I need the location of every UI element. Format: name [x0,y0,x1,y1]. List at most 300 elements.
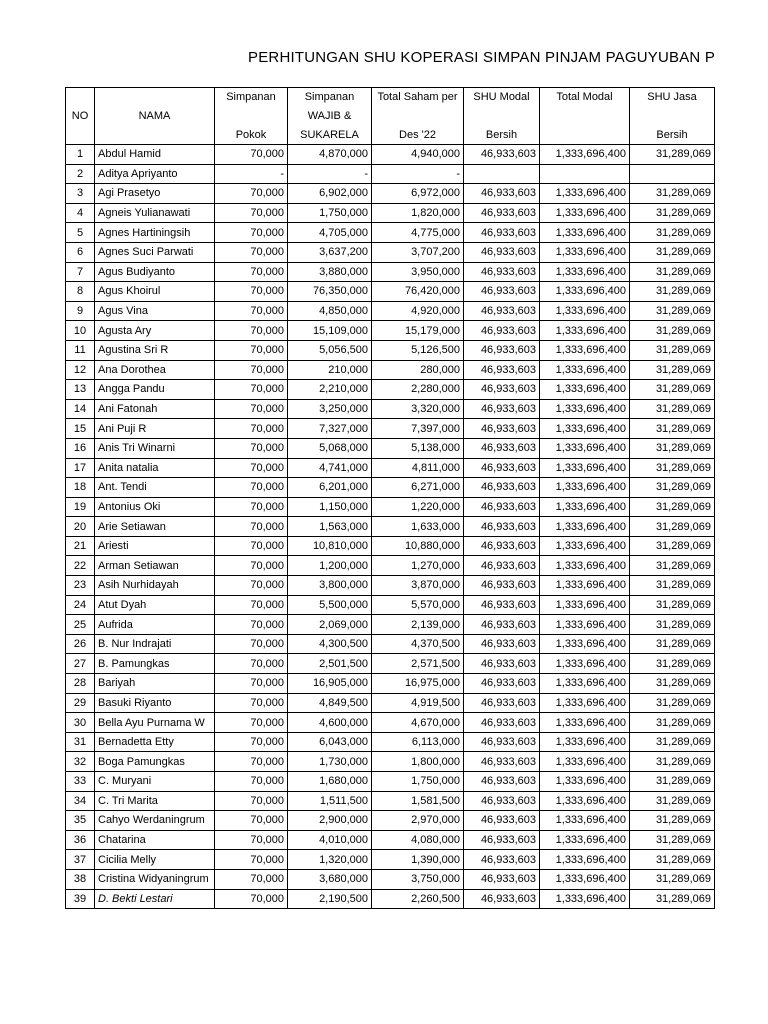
cell-simpanan-pokok: 70,000 [215,478,288,498]
cell-simpanan-pokok: 70,000 [215,282,288,302]
cell-shu-jasa: 31,289,069 [630,380,715,400]
cell-simpanan-wajib: 1,320,000 [288,850,372,870]
cell-no: 22 [66,556,95,576]
cell-simpanan-wajib: 210,000 [288,360,372,380]
cell-simpanan-pokok: 70,000 [215,242,288,262]
cell-total-saham: 2,139,000 [372,615,464,635]
cell-no: 14 [66,399,95,419]
header-cell: SHU Modal [464,88,540,107]
cell-total-modal: 1,333,696,400 [540,145,630,165]
cell-simpanan-wajib: 3,637,200 [288,242,372,262]
cell-no: 5 [66,223,95,243]
cell-simpanan-pokok: 70,000 [215,419,288,439]
cell-nama: C. Muryani [95,772,215,792]
cell-total-saham: 15,179,000 [372,321,464,341]
cell-simpanan-pokok: 70,000 [215,536,288,556]
cell-shu-modal: 46,933,603 [464,301,540,321]
cell-total-saham: 3,870,000 [372,576,464,596]
cell-simpanan-wajib: 5,068,000 [288,438,372,458]
header-cell: SHU Jasa [630,88,715,107]
table-row [66,634,715,654]
header-cell [630,107,715,126]
cell-nama: Agus Khoirul [95,282,215,302]
cell-nama: Bernadetta Etty [95,732,215,752]
cell-simpanan-pokok: 70,000 [215,674,288,694]
cell-nama: Anis Tri Winarni [95,438,215,458]
cell-total-modal: 1,333,696,400 [540,615,630,635]
cell-simpanan-wajib: 6,902,000 [288,184,372,204]
table-row [66,713,715,733]
cell-nama: B. Pamungkas [95,654,215,674]
cell-shu-jasa: 31,289,069 [630,458,715,478]
table-row [66,223,715,243]
cell-simpanan-wajib: 76,350,000 [288,282,372,302]
cell-simpanan-wajib: 5,500,000 [288,595,372,615]
cell-simpanan-pokok: 70,000 [215,458,288,478]
cell-shu-jasa: 31,289,069 [630,889,715,909]
cell-shu-modal: 46,933,603 [464,517,540,537]
cell-total-modal: 1,333,696,400 [540,634,630,654]
cell-nama: Ant. Tendi [95,478,215,498]
cell-shu-modal: 46,933,603 [464,321,540,341]
cell-total-saham: 5,126,500 [372,340,464,360]
cell-simpanan-pokok: 70,000 [215,438,288,458]
cell-simpanan-pokok: 70,000 [215,830,288,850]
cell-shu-jasa: 31,289,069 [630,811,715,831]
cell-total-modal: 1,333,696,400 [540,399,630,419]
cell-shu-modal: 46,933,603 [464,399,540,419]
cell-total-modal: 1,333,696,400 [540,556,630,576]
cell-total-saham: 2,571,500 [372,654,464,674]
cell-shu-jasa: 31,289,069 [630,791,715,811]
cell-shu-jasa: 31,289,069 [630,399,715,419]
cell-shu-jasa: 31,289,069 [630,419,715,439]
cell-nama: Bariyah [95,674,215,694]
cell-simpanan-wajib: 2,069,000 [288,615,372,635]
cell-no: 38 [66,869,95,889]
cell-nama: Ana Dorothea [95,360,215,380]
cell-nama: Aditya Apriyanto [95,164,215,184]
cell-simpanan-pokok: 70,000 [215,752,288,772]
cell-shu-jasa: 31,289,069 [630,321,715,341]
header-cell [372,107,464,126]
cell-total-modal: 1,333,696,400 [540,203,630,223]
cell-no: 26 [66,634,95,654]
header-cell: Pokok [215,126,288,145]
cell-shu-jasa: 31,289,069 [630,517,715,537]
cell-shu-modal: 46,933,603 [464,145,540,165]
cell-total-saham: 1,820,000 [372,203,464,223]
cell-shu-modal: 46,933,603 [464,262,540,282]
table-row [66,360,715,380]
cell-simpanan-wajib: 16,905,000 [288,674,372,694]
cell-nama: Cristina Widyaningrum [95,869,215,889]
cell-shu-modal: 46,933,603 [464,772,540,792]
cell-shu-jasa: 31,289,069 [630,478,715,498]
cell-shu-modal: 46,933,603 [464,595,540,615]
cell-simpanan-pokok: 70,000 [215,693,288,713]
cell-total-modal: 1,333,696,400 [540,830,630,850]
cell-simpanan-pokok: - [215,164,288,184]
cell-simpanan-pokok: 70,000 [215,595,288,615]
cell-total-saham: 4,080,000 [372,830,464,850]
cell-simpanan-wajib: 2,501,500 [288,654,372,674]
cell-shu-modal: 46,933,603 [464,458,540,478]
cell-simpanan-pokok: 70,000 [215,497,288,517]
cell-nama: Agusta Ary [95,321,215,341]
cell-total-saham: 280,000 [372,360,464,380]
cell-no: 7 [66,262,95,282]
cell-simpanan-pokok: 70,000 [215,321,288,341]
table-row [66,693,715,713]
cell-simpanan-pokok: 70,000 [215,850,288,870]
cell-simpanan-pokok: 70,000 [215,145,288,165]
cell-total-modal: 1,333,696,400 [540,576,630,596]
cell-total-saham: 4,370,500 [372,634,464,654]
cell-simpanan-pokok: 70,000 [215,654,288,674]
table-row [66,850,715,870]
cell-total-modal: 1,333,696,400 [540,497,630,517]
cell-no: 27 [66,654,95,674]
header-cell [95,126,215,145]
header-row-1 [66,88,715,107]
cell-shu-modal: 46,933,603 [464,242,540,262]
cell-nama: Cicilia Melly [95,850,215,870]
cell-shu-modal: 46,933,603 [464,693,540,713]
cell-total-modal: 1,333,696,400 [540,517,630,537]
table-row [66,791,715,811]
cell-total-modal: 1,333,696,400 [540,869,630,889]
cell-total-saham: 7,397,000 [372,419,464,439]
cell-total-modal: 1,333,696,400 [540,458,630,478]
header-nama: NAMA [95,107,215,126]
cell-simpanan-wajib: 4,705,000 [288,223,372,243]
header-cell [95,88,215,107]
cell-simpanan-pokok: 70,000 [215,811,288,831]
cell-shu-modal: 46,933,603 [464,615,540,635]
cell-total-modal: 1,333,696,400 [540,184,630,204]
table-row [66,282,715,302]
cell-total-saham: 3,707,200 [372,242,464,262]
cell-no: 39 [66,889,95,909]
cell-shu-modal: 46,933,603 [464,203,540,223]
header-cell: Bersih [464,126,540,145]
cell-total-saham: 6,113,000 [372,732,464,752]
cell-no: 34 [66,791,95,811]
cell-simpanan-pokok: 70,000 [215,791,288,811]
cell-simpanan-pokok: 70,000 [215,399,288,419]
cell-shu-modal: 46,933,603 [464,419,540,439]
cell-simpanan-pokok: 70,000 [215,556,288,576]
header-cell: Total Saham per [372,88,464,107]
cell-shu-modal: 46,933,603 [464,752,540,772]
cell-nama: Angga Pandu [95,380,215,400]
table-row [66,830,715,850]
header-cell [540,107,630,126]
cell-shu-jasa: 31,289,069 [630,732,715,752]
cell-simpanan-wajib: 2,190,500 [288,889,372,909]
header-row-3 [66,126,715,145]
cell-simpanan-pokok: 70,000 [215,340,288,360]
cell-nama: Agneis Yulianawati [95,203,215,223]
cell-simpanan-pokok: 70,000 [215,713,288,733]
cell-total-modal: 1,333,696,400 [540,811,630,831]
table-row [66,478,715,498]
cell-shu-modal: 46,933,603 [464,850,540,870]
cell-total-modal: 1,333,696,400 [540,889,630,909]
cell-nama: Antonius Oki [95,497,215,517]
cell-no: 13 [66,380,95,400]
cell-total-saham: 4,670,000 [372,713,464,733]
cell-shu-modal: 46,933,603 [464,478,540,498]
cell-simpanan-pokok: 70,000 [215,615,288,635]
cell-simpanan-pokok: 70,000 [215,869,288,889]
cell-shu-modal: 46,933,603 [464,497,540,517]
cell-simpanan-wajib: 1,680,000 [288,772,372,792]
cell-shu-modal: 46,933,603 [464,282,540,302]
cell-total-modal: 1,333,696,400 [540,340,630,360]
cell-nama: Bella Ayu Purnama W [95,713,215,733]
cell-nama: Chatarina [95,830,215,850]
cell-shu-jasa: 31,289,069 [630,340,715,360]
cell-simpanan-wajib: 4,870,000 [288,145,372,165]
cell-total-modal: 1,333,696,400 [540,282,630,302]
table-row [66,184,715,204]
cell-shu-jasa: 31,289,069 [630,615,715,635]
cell-shu-modal: 46,933,603 [464,713,540,733]
cell-shu-jasa: 31,289,069 [630,223,715,243]
cell-shu-jasa: 31,289,069 [630,184,715,204]
cell-simpanan-wajib: 1,750,000 [288,203,372,223]
cell-shu-jasa: 31,289,069 [630,145,715,165]
cell-total-modal: 1,333,696,400 [540,791,630,811]
header-cell [540,126,630,145]
cell-nama: Atut Dyah [95,595,215,615]
table-row [66,438,715,458]
header-cell: Simpanan [215,88,288,107]
cell-total-saham: 1,750,000 [372,772,464,792]
cell-no: 16 [66,438,95,458]
cell-shu-jasa: 31,289,069 [630,830,715,850]
cell-total-modal: 1,333,696,400 [540,595,630,615]
cell-no: 21 [66,536,95,556]
cell-total-modal: 1,333,696,400 [540,732,630,752]
table-row [66,517,715,537]
cell-total-modal: 1,333,696,400 [540,380,630,400]
cell-shu-jasa: 31,289,069 [630,713,715,733]
cell-shu-modal: 46,933,603 [464,869,540,889]
cell-simpanan-wajib: 1,563,000 [288,517,372,537]
cell-total-modal: 1,333,696,400 [540,301,630,321]
cell-nama: Cahyo Werdaningrum [95,811,215,831]
page-title-strip [0,49,768,69]
page-title: PERHITUNGAN SHU KOPERASI SIMPAN PINJAM PAGUYUBAN P [248,49,716,66]
cell-simpanan-wajib: 4,300,500 [288,634,372,654]
cell-simpanan-pokok: 70,000 [215,184,288,204]
cell-simpanan-wajib: 3,680,000 [288,869,372,889]
cell-total-saham: 6,972,000 [372,184,464,204]
cell-simpanan-wajib: 15,109,000 [288,321,372,341]
header-cell [215,107,288,126]
cell-total-modal: 1,333,696,400 [540,693,630,713]
cell-total-modal [540,164,630,184]
cell-total-modal: 1,333,696,400 [540,850,630,870]
cell-no: 4 [66,203,95,223]
cell-nama: Agnes Suci Parwati [95,242,215,262]
cell-simpanan-pokok: 70,000 [215,203,288,223]
header-cell: Bersih [630,126,715,145]
table-row [66,576,715,596]
cell-simpanan-pokok: 70,000 [215,576,288,596]
cell-nama: Anita natalia [95,458,215,478]
cell-total-modal: 1,333,696,400 [540,713,630,733]
cell-simpanan-pokok: 70,000 [215,360,288,380]
cell-nama: Arie Setiawan [95,517,215,537]
cell-total-saham: 3,320,000 [372,399,464,419]
cell-total-saham: 1,581,500 [372,791,464,811]
table-row [66,674,715,694]
cell-total-modal: 1,333,696,400 [540,674,630,694]
cell-nama: Agnes Hartiningsih [95,223,215,243]
cell-total-modal: 1,333,696,400 [540,242,630,262]
cell-total-saham: 2,970,000 [372,811,464,831]
table-row [66,399,715,419]
table-row [66,380,715,400]
cell-shu-jasa: 31,289,069 [630,654,715,674]
table-row [66,595,715,615]
header-cell: SUKARELA [288,126,372,145]
table-body [66,88,715,909]
cell-shu-modal: 46,933,603 [464,360,540,380]
cell-shu-modal: 46,933,603 [464,811,540,831]
cell-shu-jasa [630,164,715,184]
table-row [66,615,715,635]
cell-total-saham: 1,220,000 [372,497,464,517]
cell-shu-jasa: 31,289,069 [630,850,715,870]
cell-simpanan-pokok: 70,000 [215,772,288,792]
cell-shu-modal: 46,933,603 [464,889,540,909]
cell-shu-modal: 46,933,603 [464,223,540,243]
cell-no: 20 [66,517,95,537]
cell-total-saham: 2,260,500 [372,889,464,909]
cell-simpanan-wajib: 4,010,000 [288,830,372,850]
table-row [66,242,715,262]
cell-shu-modal: 46,933,603 [464,340,540,360]
cell-shu-modal: 46,933,603 [464,536,540,556]
cell-total-modal: 1,333,696,400 [540,223,630,243]
cell-total-saham: - [372,164,464,184]
cell-nama: Agustina Sri R [95,340,215,360]
cell-total-saham: 1,270,000 [372,556,464,576]
cell-no: 8 [66,282,95,302]
cell-nama: C. Tri Marita [95,791,215,811]
cell-shu-modal: 46,933,603 [464,556,540,576]
cell-shu-modal: 46,933,603 [464,634,540,654]
cell-simpanan-wajib: 3,880,000 [288,262,372,282]
cell-total-saham: 6,271,000 [372,478,464,498]
cell-simpanan-wajib: 7,327,000 [288,419,372,439]
cell-simpanan-wajib: 1,730,000 [288,752,372,772]
table-row [66,164,715,184]
cell-shu-modal: 46,933,603 [464,674,540,694]
header-row-2 [66,107,715,126]
cell-simpanan-wajib: 10,810,000 [288,536,372,556]
cell-simpanan-wajib: 5,056,500 [288,340,372,360]
table-row [66,556,715,576]
cell-nama: Abdul Hamid [95,145,215,165]
table-row [66,497,715,517]
cell-simpanan-pokok: 70,000 [215,301,288,321]
cell-total-saham: 76,420,000 [372,282,464,302]
cell-shu-jasa: 31,289,069 [630,576,715,596]
table-row [66,145,715,165]
cell-shu-modal: 46,933,603 [464,791,540,811]
cell-no: 33 [66,772,95,792]
cell-shu-modal [464,164,540,184]
cell-nama: Agus Vina [95,301,215,321]
header-cell: Des '22 [372,126,464,145]
cell-total-modal: 1,333,696,400 [540,438,630,458]
cell-total-saham: 3,950,000 [372,262,464,282]
cell-no: 25 [66,615,95,635]
cell-no: 1 [66,145,95,165]
header-cell: Simpanan [288,88,372,107]
header-cell [66,88,95,107]
header-no: NO [66,107,95,126]
cell-no: 24 [66,595,95,615]
cell-nama: Agus Budiyanto [95,262,215,282]
cell-shu-jasa: 31,289,069 [630,262,715,282]
cell-no: 11 [66,340,95,360]
cell-simpanan-wajib: 4,850,000 [288,301,372,321]
table-row [66,340,715,360]
cell-no: 31 [66,732,95,752]
cell-simpanan-wajib: 6,201,000 [288,478,372,498]
table-row [66,772,715,792]
cell-total-modal: 1,333,696,400 [540,478,630,498]
cell-shu-modal: 46,933,603 [464,830,540,850]
cell-shu-jasa: 31,289,069 [630,674,715,694]
cell-shu-jasa: 31,289,069 [630,438,715,458]
cell-total-saham: 10,880,000 [372,536,464,556]
cell-shu-modal: 46,933,603 [464,576,540,596]
cell-nama: Agi Prasetyo [95,184,215,204]
cell-simpanan-pokok: 70,000 [215,889,288,909]
table-row [66,419,715,439]
cell-no: 12 [66,360,95,380]
cell-total-modal: 1,333,696,400 [540,419,630,439]
cell-shu-jasa: 31,289,069 [630,360,715,380]
cell-nama: Ani Puji R [95,419,215,439]
cell-no: 3 [66,184,95,204]
cell-simpanan-wajib: 1,150,000 [288,497,372,517]
cell-no: 30 [66,713,95,733]
cell-simpanan-pokok: 70,000 [215,223,288,243]
cell-total-saham: 4,920,000 [372,301,464,321]
cell-shu-jasa: 31,289,069 [630,772,715,792]
cell-shu-jasa: 31,289,069 [630,536,715,556]
cell-simpanan-wajib: 3,800,000 [288,576,372,596]
cell-no: 10 [66,321,95,341]
cell-shu-jasa: 31,289,069 [630,693,715,713]
cell-simpanan-wajib: 4,849,500 [288,693,372,713]
cell-no: 35 [66,811,95,831]
cell-no: 19 [66,497,95,517]
cell-total-saham: 1,390,000 [372,850,464,870]
cell-simpanan-pokok: 70,000 [215,380,288,400]
cell-total-modal: 1,333,696,400 [540,536,630,556]
header-cell [66,126,95,145]
